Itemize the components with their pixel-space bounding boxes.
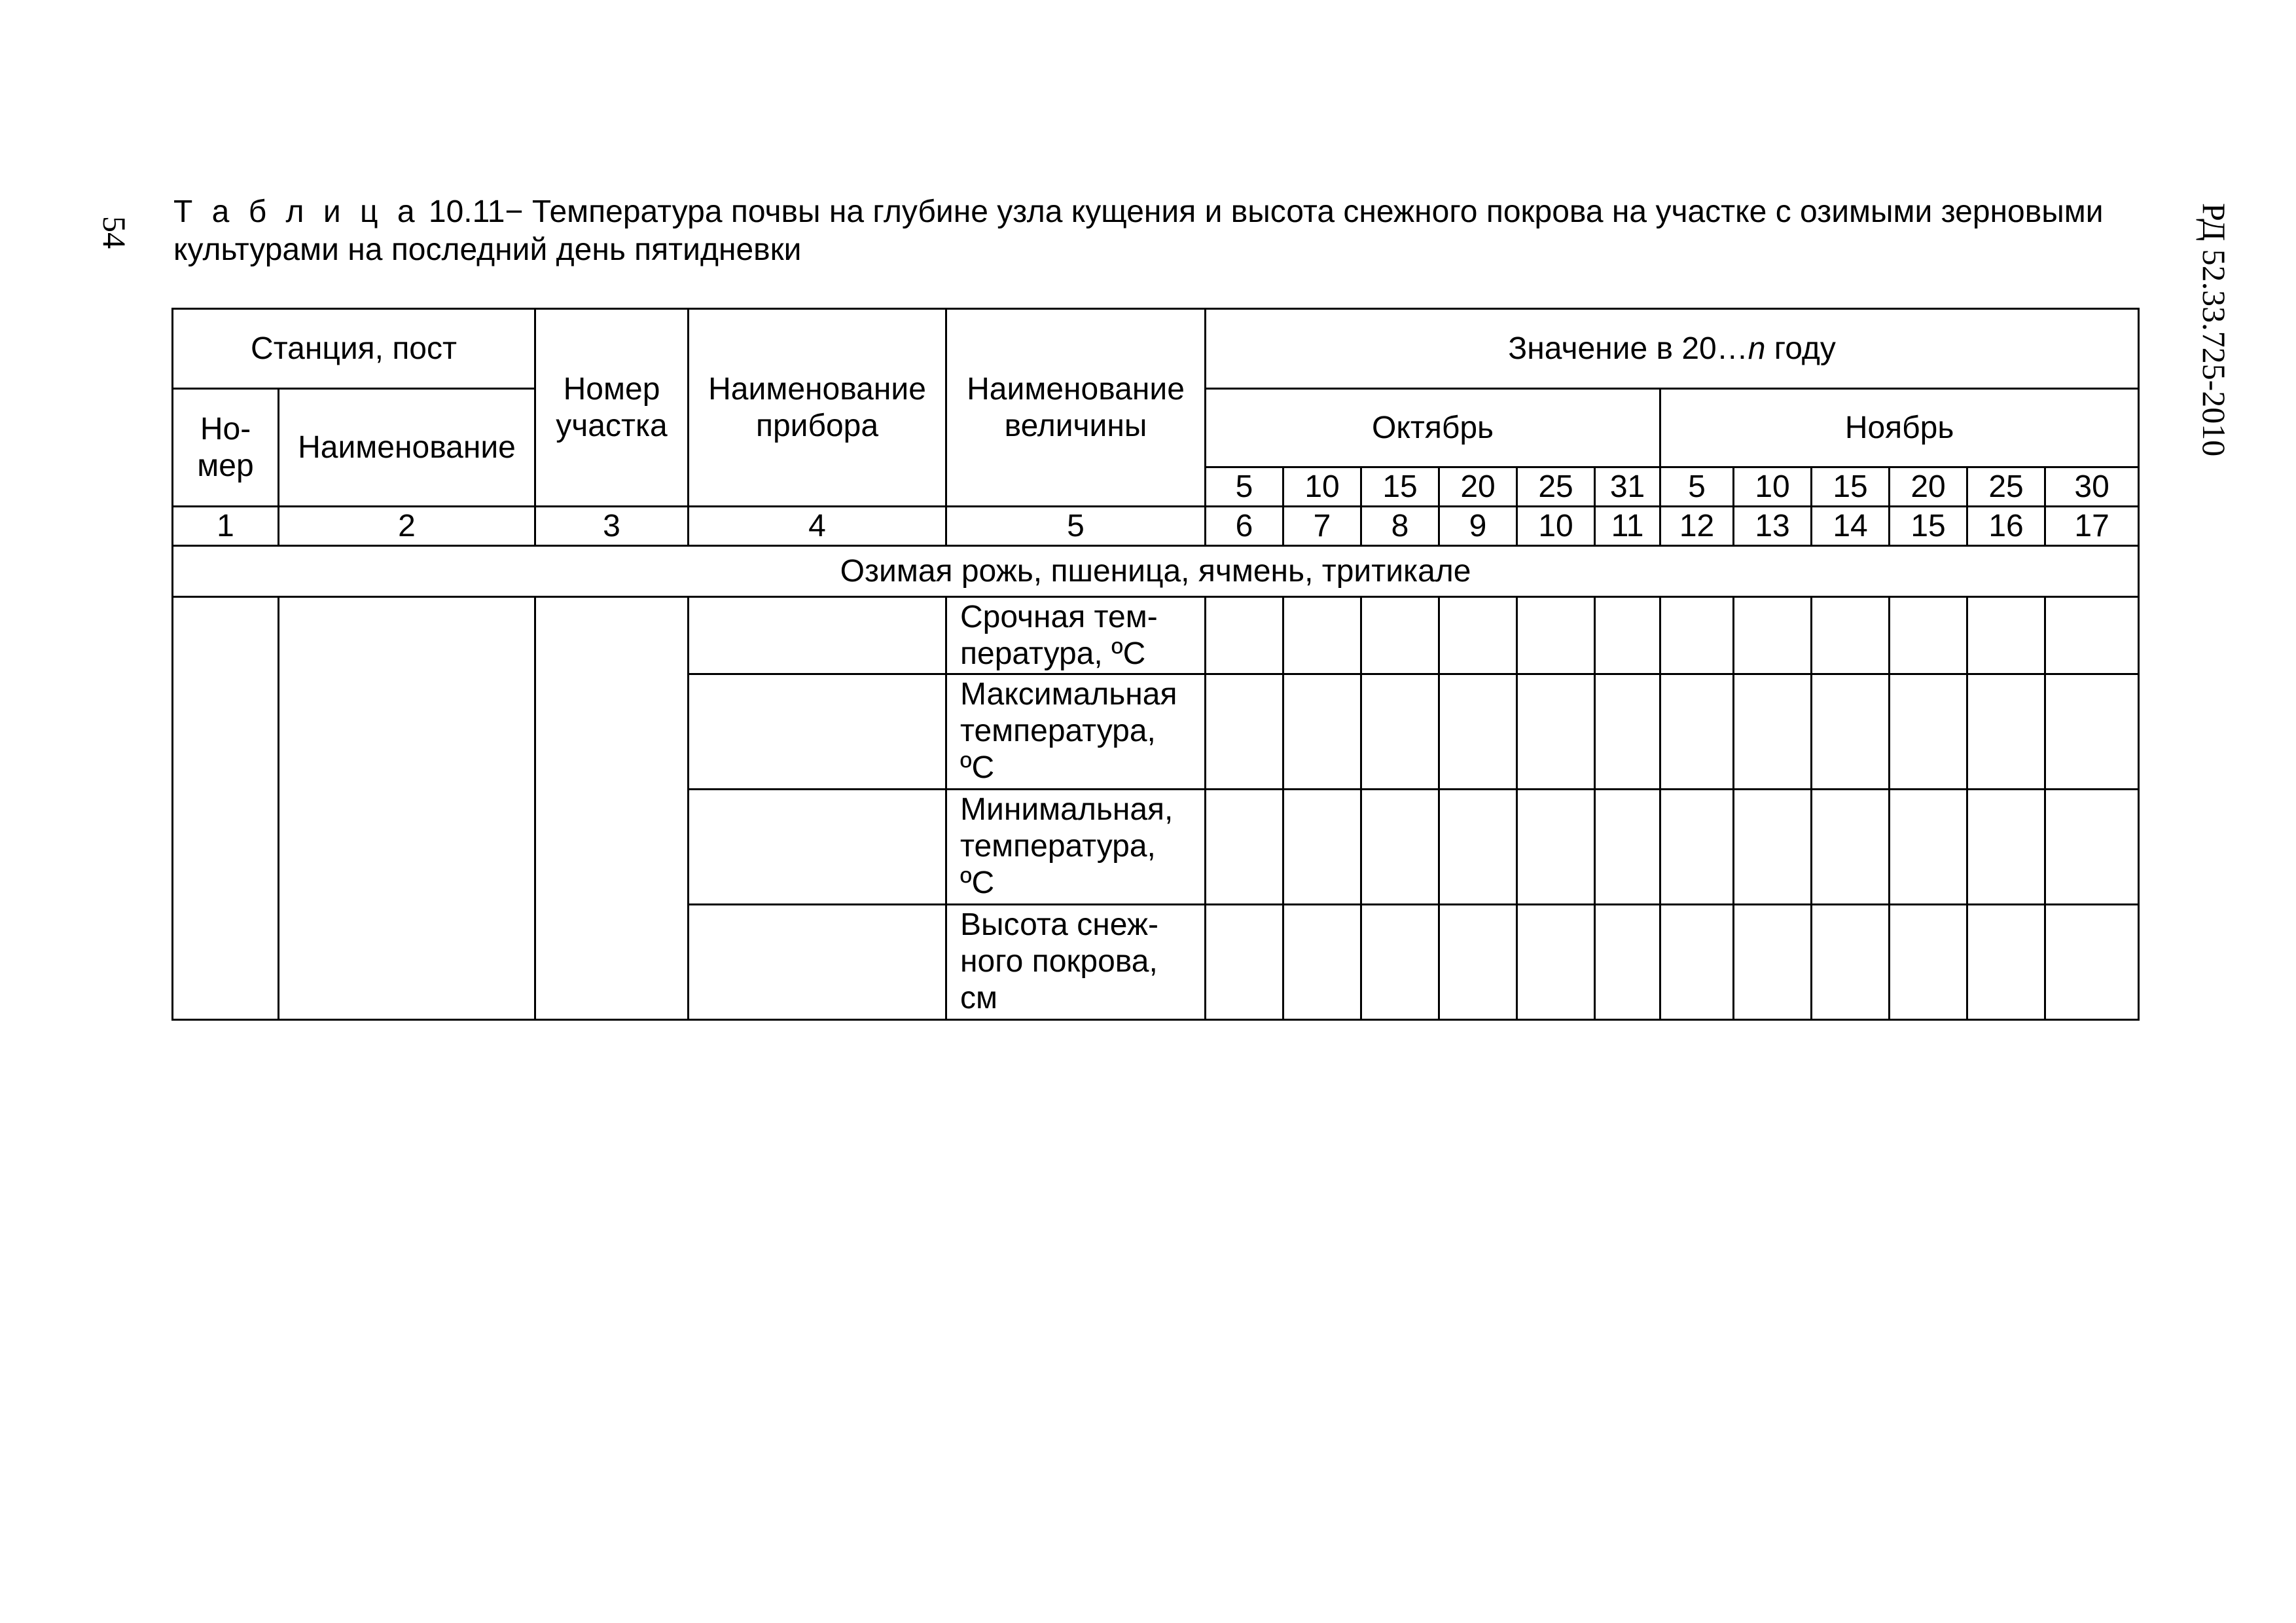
column-number: 16 [1967,507,2045,546]
column-number: 13 [1734,507,1812,546]
column-number: 15 [1890,507,1967,546]
column-number: 5 [946,507,1206,546]
day-nov-6: 30 [2045,467,2139,507]
day-oct-2: 10 [1283,467,1361,507]
day-nov-1: 5 [1660,467,1734,507]
cell-plot-number [535,597,689,1020]
header-quantity-name: Наименование величины [946,309,1206,507]
page-number: 54 [96,216,133,249]
column-number: 17 [2045,507,2139,546]
cell-quantity: Срочная тем-пература, ºС [946,597,1206,674]
header-station-number: Но-мер [173,389,279,507]
cell-station-name [279,597,535,1020]
document-code: РД 52.33.725-2010 [2196,203,2233,457]
header-month-november: Ноябрь [1660,389,2139,467]
header-value-n: n [1748,331,1766,366]
column-number: 12 [1660,507,1734,546]
cell-device [689,674,946,790]
column-number: 10 [1517,507,1595,546]
column-number: 14 [1812,507,1890,546]
cell-device [689,597,946,674]
header-plot-number: Номер участка [535,309,689,507]
header-month-october: Октябрь [1206,389,1660,467]
day-oct-3: 15 [1361,467,1439,507]
caption-text: Температура почвы на глубине узла кущения и высота снежного покрова на участке с озимыми зерновыми культурами на последний день пятидневки [173,194,2104,267]
column-number: 7 [1283,507,1361,546]
cell-quantity: Максимальная температура, ºС [946,674,1206,790]
column-number: 2 [279,507,535,546]
day-oct-5: 25 [1517,467,1595,507]
cell-device [689,790,946,905]
column-number: 4 [689,507,946,546]
header-station-name: Наименование [279,389,535,507]
header-device-name: Наименование прибора [689,309,946,507]
column-number: 9 [1439,507,1517,546]
day-nov-5: 25 [1967,467,2045,507]
day-nov-2: 10 [1734,467,1812,507]
cell-quantity: Высота снеж-ного покрова, см [946,905,1206,1020]
column-number: 3 [535,507,689,546]
column-numbers-row [173,507,2139,546]
table-row [173,597,2139,674]
day-nov-3: 15 [1812,467,1890,507]
data-table [171,308,2140,1021]
day-nov-4: 20 [1890,467,1967,507]
table-caption [173,193,2144,269]
cell-device [689,905,946,1020]
column-number: 1 [173,507,279,546]
day-oct-6: 31 [1595,467,1660,507]
header-station-group: Станция, пост [173,309,535,389]
cell-quantity: Минимальная, температура, ºС [946,790,1206,905]
caption-number: 10.11− [428,194,524,229]
header-value-prefix: Значение в 20… [1508,331,1748,366]
cell-station-number [173,597,279,1020]
header-value-suffix: году [1774,331,1836,366]
column-number: 6 [1206,507,1283,546]
column-number: 8 [1361,507,1439,546]
day-oct-1: 5 [1206,467,1283,507]
section-title: Озимая рожь, пшеница, ячмень, тритикале [173,546,2139,597]
caption-prefix: Т а б л и ц а [173,194,420,229]
day-oct-4: 20 [1439,467,1517,507]
column-number: 11 [1595,507,1660,546]
header-value-group [1206,309,2139,389]
